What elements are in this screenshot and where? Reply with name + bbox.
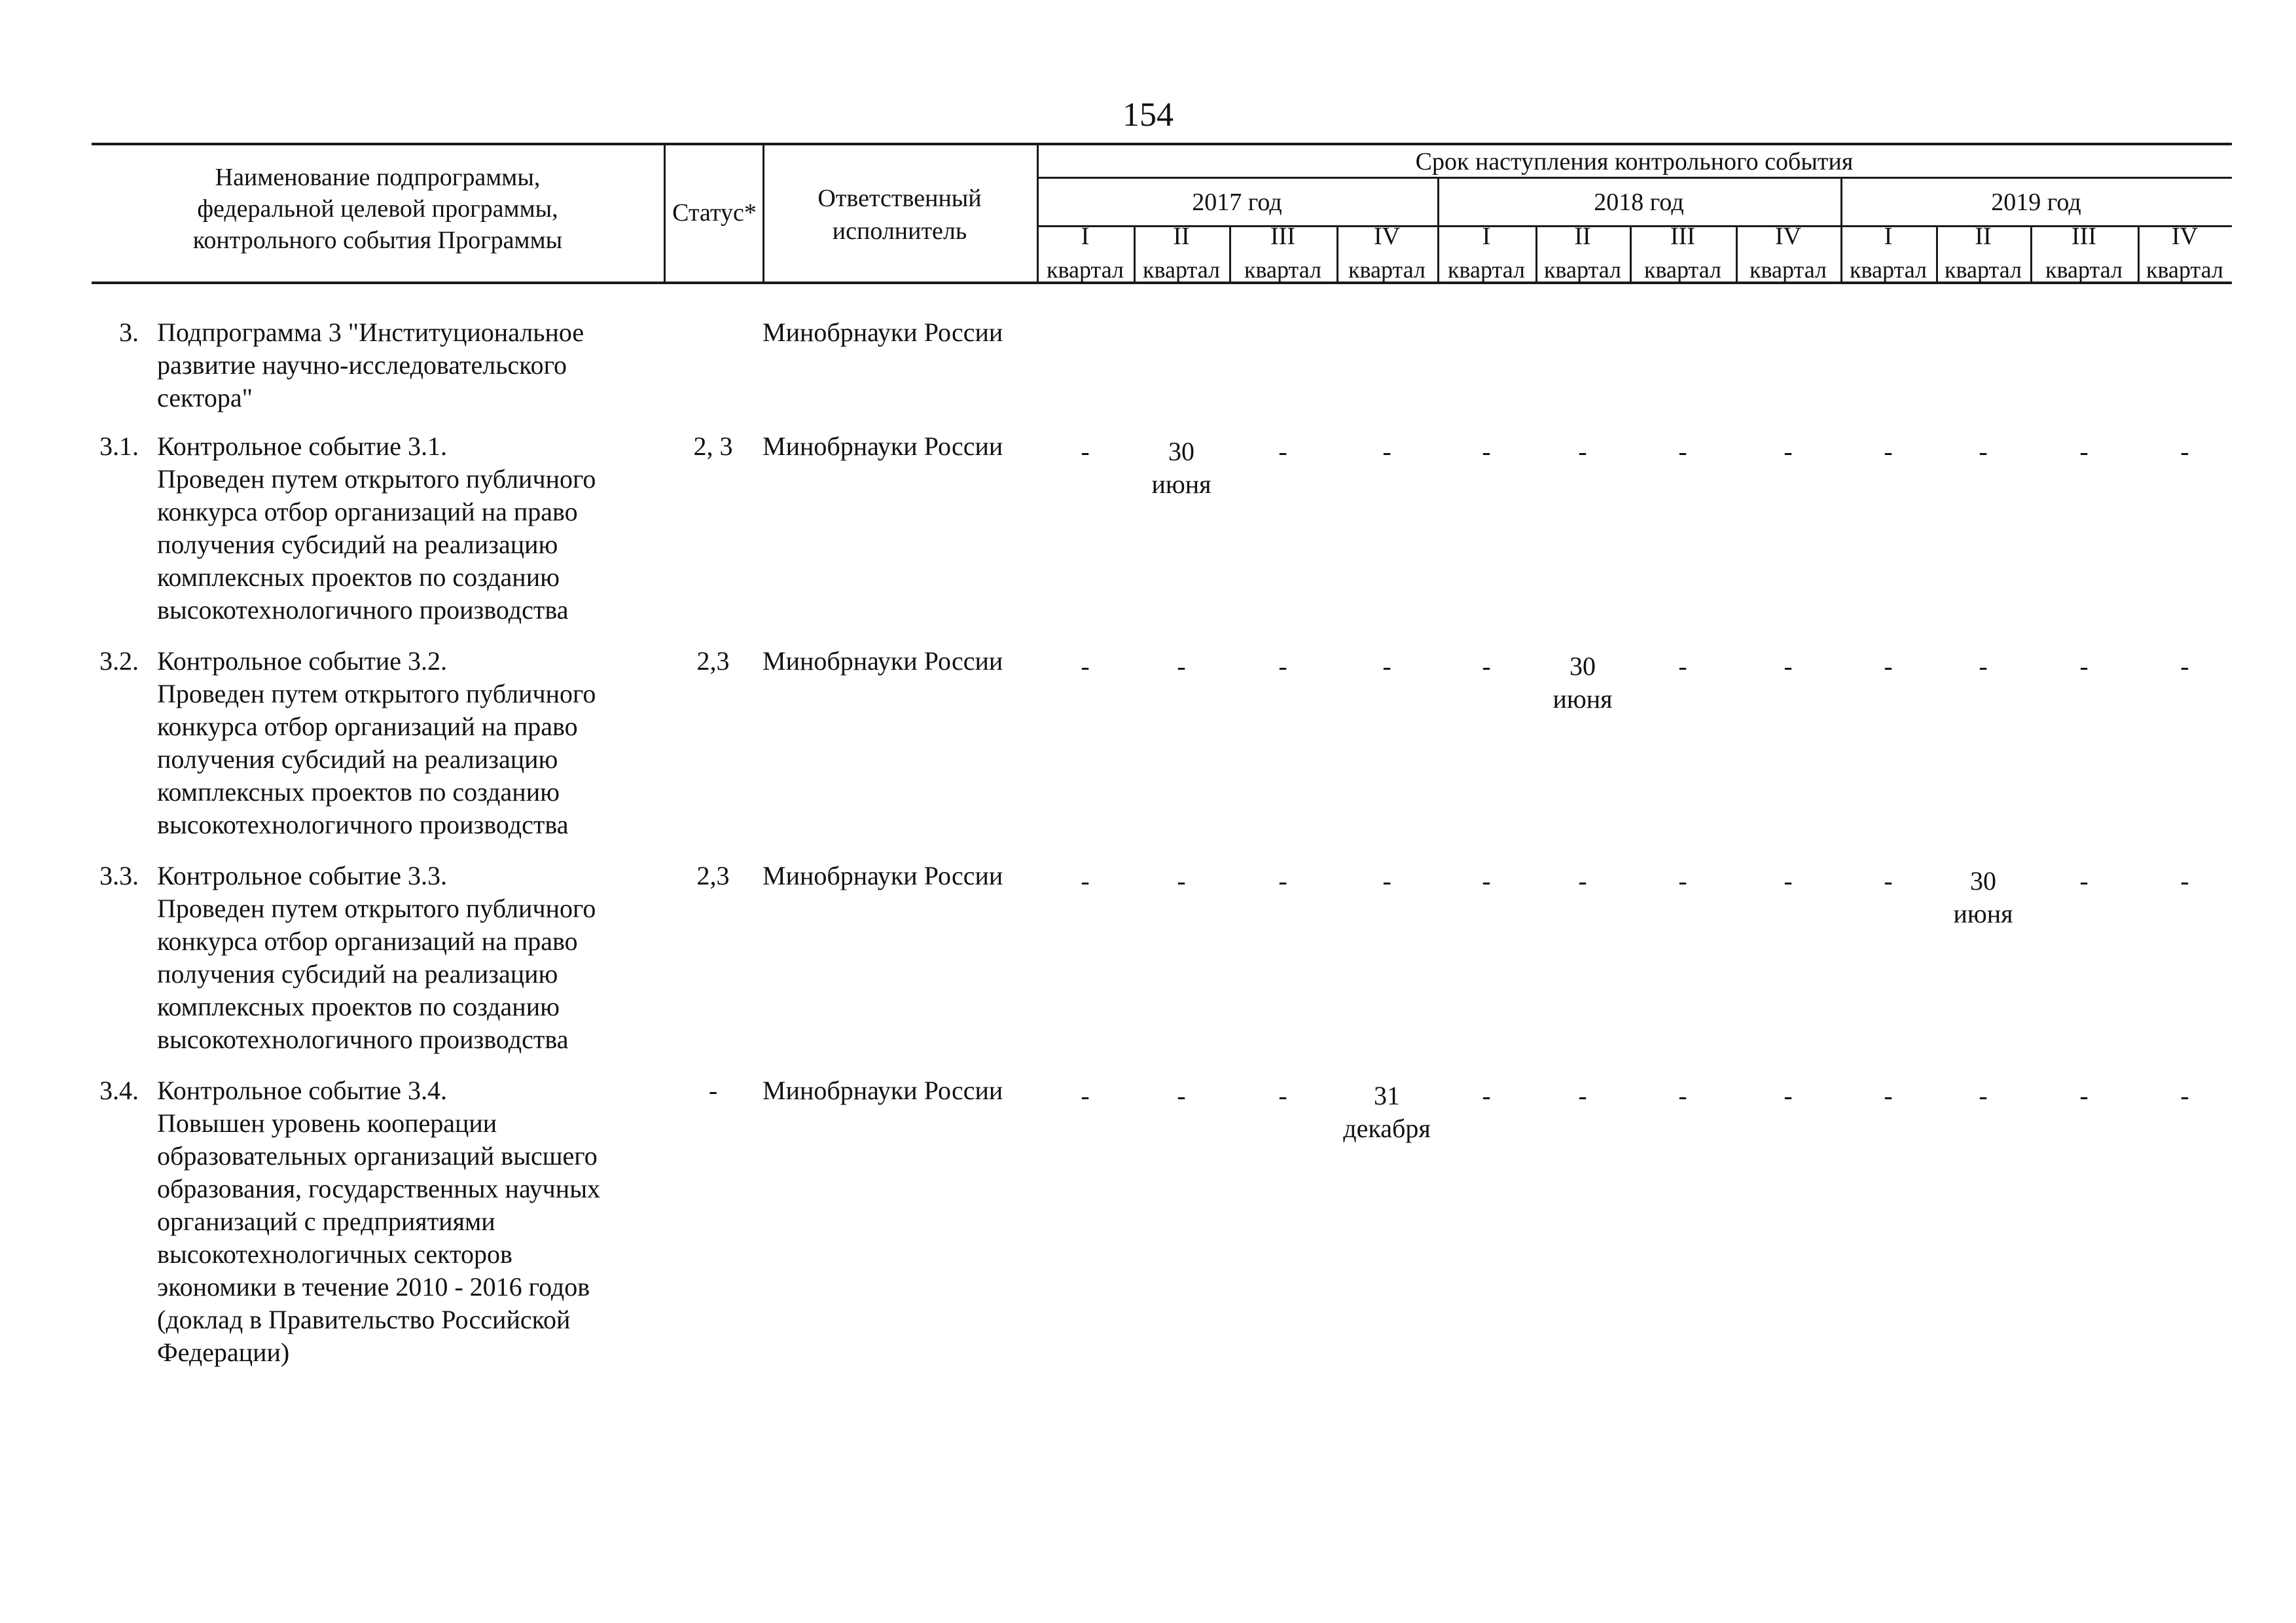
quarter-cell: - (1482, 437, 1491, 466)
quarter-numeral: IV (1774, 223, 1802, 250)
quarter-numeral: II (1173, 223, 1190, 250)
row-number: 3.4. (99, 1076, 139, 1105)
row-name-line: комплексных проектов по созданию (157, 992, 560, 1021)
quarter-cell: - (1578, 437, 1587, 466)
quarter-label: квартал (1244, 257, 1321, 283)
quarter-cell: - (1482, 651, 1491, 681)
row-name (157, 1078, 655, 1372)
row-name-line: комплексных проектов по созданию (157, 562, 560, 592)
quarter-cell: - (2079, 651, 2089, 681)
quarter-label: квартал (1348, 257, 1426, 283)
row-status: 2, 3 (693, 431, 733, 461)
quarter-numeral: III (1670, 223, 1695, 250)
deadline-column-header: Срок наступления контрольного события (1415, 148, 1854, 175)
row-number: 3.2. (99, 646, 139, 676)
quarter-cell: - (1884, 437, 1893, 466)
quarter-cell: - (1081, 437, 1090, 466)
quarter-numeral: IV (2171, 223, 2198, 250)
executor-column-header: Ответственный (817, 185, 982, 212)
quarter-cell: - (1177, 651, 1186, 681)
quarter-numeral: I (1081, 223, 1090, 250)
row-number: 3.1. (99, 431, 139, 461)
row-name-line: высокотехнологичного производства (157, 1025, 569, 1054)
quarter-label: квартал (1945, 257, 2022, 283)
status-column-header: Статус* (672, 199, 757, 227)
quarter-label: квартал (1749, 257, 1827, 283)
quarter-cell: - (1177, 866, 1186, 896)
quarter-cell-date-line: июня (1953, 899, 2013, 928)
quarter-cell: - (1278, 1081, 1287, 1110)
quarter-cell: - (1578, 1081, 1587, 1110)
quarter-label: квартал (1850, 257, 1927, 283)
row-executor: Минобрнауки России (762, 646, 1003, 676)
row-name-line: получения субсидий на реализацию (157, 530, 558, 559)
row-name-line: высокотехнологичных секторов (157, 1239, 512, 1269)
row-name-line: получения субсидий на реализацию (157, 959, 558, 989)
row-status: 2,3 (696, 646, 730, 676)
quarter-cell: - (2079, 437, 2089, 466)
header-column-divider (664, 143, 666, 282)
row-executor: Минобрнауки России (762, 431, 1003, 461)
row-name-line: образовательных организаций высшего (157, 1141, 598, 1171)
header-top-rule (92, 143, 2232, 145)
quarter-numeral: I (1482, 223, 1491, 250)
quarter-cell: - (1081, 866, 1090, 896)
quarter-cell: - (1784, 651, 1793, 681)
quarter-cell: - (2079, 1081, 2089, 1110)
quarter-cell-date-line: июня (1151, 469, 1211, 499)
executor-column-header: исполнитель (832, 217, 967, 245)
quarter-label: квартал (1644, 257, 1721, 283)
row-executor: Минобрнауки России (762, 861, 1003, 890)
quarter-cell-date-line: 31 (1374, 1081, 1400, 1110)
quarter-cell: - (1482, 1081, 1491, 1110)
quarter-cell: - (1278, 866, 1287, 896)
name-column-header: контрольного события Программы (192, 227, 563, 254)
row-name-line: Проведен путем открытого публичного (157, 464, 596, 494)
quarter-numeral: III (1270, 223, 1295, 250)
row-name (157, 648, 655, 845)
year-header: 2017 год (1192, 189, 1282, 216)
row-name-line: Контрольное событие 3.2. (157, 646, 448, 676)
row-status: 2,3 (696, 861, 730, 890)
quarter-cell: - (1382, 651, 1391, 681)
header-column-divider (762, 143, 764, 282)
quarter-cell: - (1678, 1081, 1687, 1110)
row-name (157, 319, 655, 418)
row-name-line: образования, государственных научных (157, 1174, 601, 1203)
row-name-line: высокотехнологичного производства (157, 810, 569, 839)
quarter-cell: - (2180, 866, 2189, 896)
quarter-cell: - (2180, 651, 2189, 681)
row-name (157, 863, 655, 1059)
quarter-cell-date-line: 30 (1168, 437, 1194, 466)
quarter-cell: - (1678, 437, 1687, 466)
quarter-cell: - (1884, 866, 1893, 896)
year-header: 2019 год (1991, 189, 2081, 216)
quarter-cell: - (1382, 866, 1391, 896)
quarter-cell: - (1278, 651, 1287, 681)
row-name (157, 433, 655, 630)
quarter-label: квартал (1047, 257, 1124, 283)
row-name-line: развитие научно-исследовательского (157, 350, 567, 380)
row-name-line: Проведен путем открытого публичного (157, 894, 596, 923)
quarter-cell: - (1884, 1081, 1893, 1110)
row-name-line: конкурса отбор организаций на право (157, 712, 578, 741)
row-name-line: получения субсидий на реализацию (157, 744, 558, 774)
quarter-cell-date (1317, 1083, 1457, 1148)
quarter-numeral: IV (1373, 223, 1401, 250)
quarter-cell: - (1177, 1081, 1186, 1110)
row-name-line: Повышен уровень кооперации (157, 1108, 497, 1138)
row-name-line: Проведен путем открытого публичного (157, 679, 596, 708)
quarter-cell: - (2180, 1081, 2189, 1110)
row-name-line: (доклад в Правительство Российской (157, 1305, 571, 1334)
quarter-cell: - (1482, 866, 1491, 896)
row-name-line: экономики в течение 2010 - 2016 годов (157, 1272, 590, 1302)
quarter-numeral: II (1574, 223, 1591, 250)
quarter-cell-date-line: 30 (1970, 866, 1996, 896)
row-name-line: Контрольное событие 3.1. (157, 431, 448, 461)
quarter-cell: - (1278, 437, 1287, 466)
quarter-cell: - (1784, 866, 1793, 896)
quarter-label: квартал (1143, 257, 1220, 283)
quarter-label: квартал (2146, 257, 2223, 283)
quarter-cell-date-line: 30 (1570, 651, 1596, 681)
name-column-header: федеральной целевой программы, (197, 195, 558, 223)
quarter-cell-date-line: декабря (1343, 1114, 1431, 1143)
quarter-cell: - (1979, 437, 1988, 466)
row-name-line: Контрольное событие 3.4. (157, 1076, 448, 1105)
row-status: - (708, 1076, 718, 1105)
quarter-cell: - (1884, 651, 1893, 681)
row-name-line: комплексных проектов по созданию (157, 777, 560, 807)
deadline-title-rule (1037, 177, 2232, 179)
quarter-cell: - (1081, 651, 1090, 681)
quarter-label: квартал (1544, 257, 1621, 283)
row-name-line: конкурса отбор организаций на право (157, 497, 578, 526)
quarter-numeral: III (2072, 223, 2096, 250)
row-name-line: Контрольное событие 3.3. (157, 861, 448, 890)
row-name-line: конкурса отбор организаций на право (157, 926, 578, 956)
row-name-line: высокотехнологичного производства (157, 595, 569, 625)
year-header: 2018 год (1594, 189, 1684, 216)
row-number: 3.3. (99, 861, 139, 890)
quarter-label: квартал (1448, 257, 1525, 283)
quarter-cell-date-line: июня (1552, 684, 1613, 714)
quarter-cell: - (1382, 437, 1391, 466)
row-name-line: организаций с предприятиями (157, 1207, 495, 1236)
quarter-cell: - (1979, 651, 1988, 681)
quarter-cell: - (1081, 1081, 1090, 1110)
quarter-cell: - (1678, 651, 1687, 681)
quarter-label: квартал (2045, 257, 2123, 283)
row-number: 3. (119, 318, 139, 347)
quarter-cell: - (2079, 866, 2089, 896)
row-name-line: Подпрограмма 3 "Институциональное (157, 318, 584, 347)
quarter-cell: - (1979, 1081, 1988, 1110)
quarter-numeral: I (1884, 223, 1893, 250)
page-number: 154 (1122, 96, 1174, 134)
row-executor: Минобрнауки России (762, 1076, 1003, 1105)
quarter-cell: - (1784, 1081, 1793, 1110)
row-executor: Минобрнауки России (762, 318, 1003, 347)
quarter-cell: - (2180, 437, 2189, 466)
quarter-numeral: II (1975, 223, 1992, 250)
row-name-line: Федерации) (157, 1338, 290, 1367)
row-name-line: сектора" (157, 383, 253, 412)
quarter-cell: - (1678, 866, 1687, 896)
quarter-cell: - (1578, 866, 1587, 896)
name-column-header: Наименование подпрограммы, (215, 164, 541, 191)
quarter-cell: - (1784, 437, 1793, 466)
